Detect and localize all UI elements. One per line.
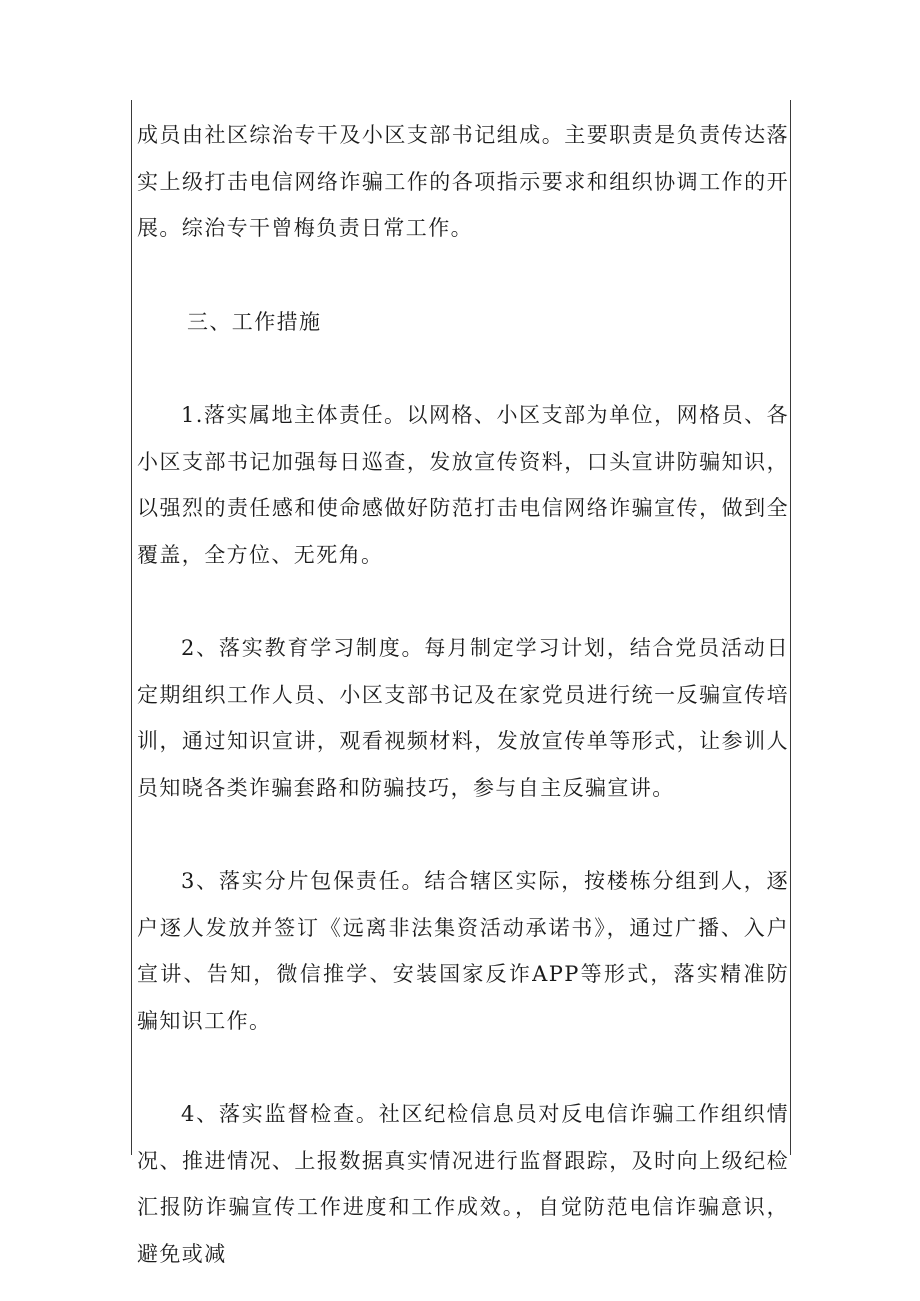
paragraph-gap [137,811,789,858]
paragraph-gap [137,1044,789,1091]
paragraph-gap [137,578,789,625]
paragraph-measure-4: 4、落实监督检查。社区纪检信息员对反电信诈骗工作组织情况、推进情况、上报数据真实情况进行监督跟踪，及时向上级纪检汇报防诈骗宣传工作进度和工作成效。，自觉防范电信诈骗意识，避免或减 [137,1102,789,1266]
table-border-left [131,100,132,1155]
table-border-right [790,100,791,1155]
paragraph-measure-1: 1.落实属地主体责任。以网格、小区支部为单位，网格员、各小区支部书记加强每日巡查，发放宣传资料，口头宣讲防骗知识，以强烈的责任感和使命感做好防范打击电信网络诈骗宣传，做到全覆盖，全方位、无死角。 [137,403,789,567]
document-body [137,112,789,1277]
paragraph-gap [137,345,789,392]
paragraph-gap [137,252,789,299]
section-heading: 三、工作措施 [187,309,322,334]
paragraph-members: 成员由社区综治专干及小区支部书记组成。主要职责是负责传达落实上级打击电信网络诈骗工作的各项指示要求和组织协调工作的开展。综治专干曾梅负责日常工作。 [137,123,789,240]
paragraph-measure-2: 2、落实教育学习制度。每月制定学习计划，结合党员活动日定期组织工作人员、小区支部书记及在家党员进行统一反骗宣传培训，通过知识宣讲，观看视频材料，发放宣传单等形式，让参训人员知晓各类诈骗套路和防骗技巧，参与自主反骗宣讲。 [137,636,789,800]
paragraph-measure-3: 3、落实分片包保责任。结合辖区实际，按楼栋分组到人，逐户逐人发放并签订《远离非法集资活动承诺书》，通过广播、入户宣讲、告知，微信推学、安装国家反诈APP等形式，落实精准防骗知识工作。 [137,869,789,1033]
